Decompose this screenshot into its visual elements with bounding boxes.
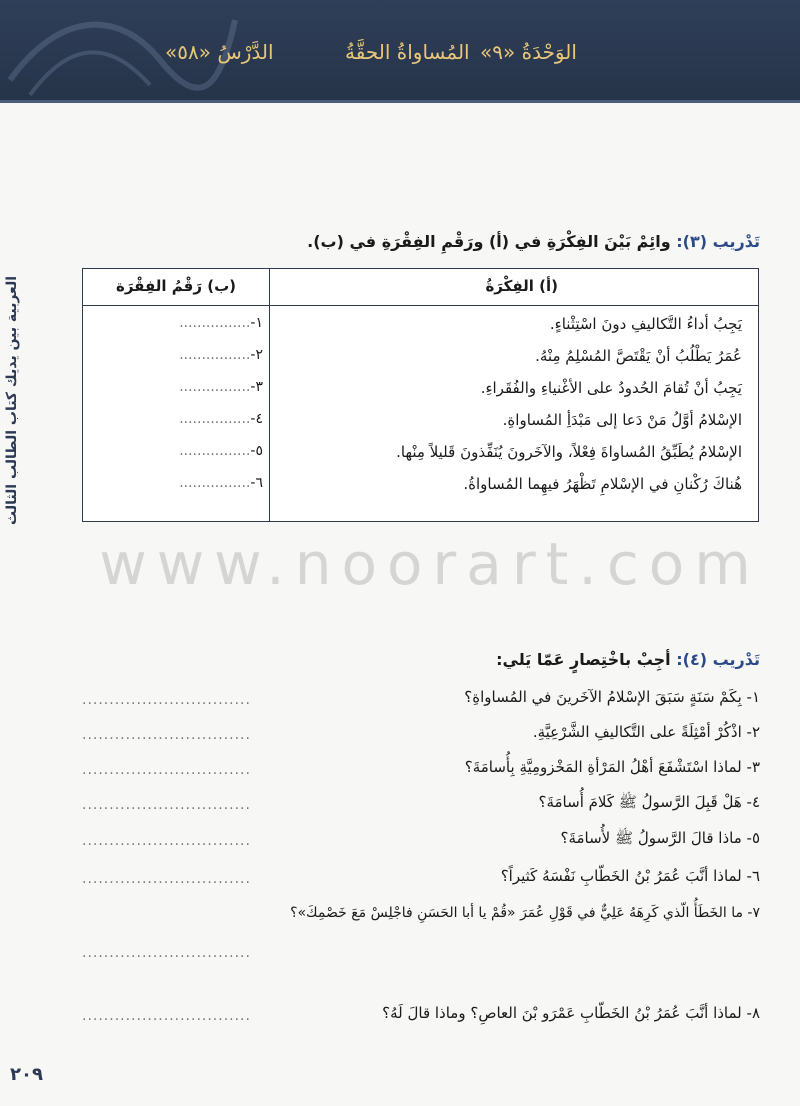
question-item: ١- بِكَمْ سَنَةٍ سَبَقَ الإسْلامُ الآخَرينَ في المُساواةِ؟ (464, 688, 760, 706)
paragraph-answer-field[interactable] (93, 315, 263, 331)
paragraph-answer-field[interactable] (93, 379, 263, 395)
idea-item: عُمَرُ يَطْلُبُ أنْ يَقْتَصَّ المُسْلِمُ مِنْهُ. (535, 347, 742, 365)
column-header-idea: (أ) الفِكْرَةُ (485, 277, 558, 295)
answer-dots: ................ (179, 315, 251, 331)
answer-dots: ................ (179, 347, 251, 363)
idea-item: الإسْلامُ أوَّلُ مَنْ دَعا إلى مَبْدَأِ المُساواةِ. (502, 411, 742, 429)
idea-item: هُناكَ رُكْنانِ في الإسْلامِ تَظْهَرُ فيهِما المُساواةُ. (463, 475, 742, 493)
column-divider (269, 269, 270, 521)
paragraph-answer-field[interactable] (93, 347, 263, 363)
paragraph-number: ٤- (250, 411, 263, 427)
question-item: ٨- لماذا أنَّبَ عُمَرُ بْنُ الخَطّابِ عَمْرَو بْنَ العاصِ؟ وماذا قالَ لَهُ؟ (382, 1004, 760, 1022)
question-item: ٧- ما الخَطَأُ الّذي كَرِهَهُ عَلِيٌّ في قَوْلِ عُمَرَ «قُمْ يا أبا الحَسَنِ فاجْلِسْ مَعَ خَصْمِكَ»؟ (290, 905, 760, 921)
exercise4-label: تَدْريب (٤): (676, 650, 760, 669)
exercise4-instruction: أجِبْ باخْتِصارٍ عَمّا يَلي: (496, 650, 671, 669)
question-item: ٣- لماذا اسْتَشْفَعَ أهْلُ المَرْأةِ المَخْزومِيَّةِ بِأُسامَةَ؟ (464, 758, 760, 776)
question-item: ٢- اذْكُرْ أمْثِلَةً على التَّكاليفِ الشَّرْعِيَّةِ. (532, 723, 760, 741)
answer-line[interactable]: ............................... (82, 762, 251, 778)
answer-dots: ................ (179, 411, 251, 427)
idea-item: يَجِبُ أنْ تُقامَ الحُدودُ على الأغْنياءِ والفُقَراءِ. (480, 379, 742, 397)
paragraph-number: ٦- (250, 475, 263, 491)
paragraph-answer-field[interactable] (93, 443, 263, 459)
watermark: www.noorart.com (99, 530, 761, 598)
exercise3-title (307, 232, 760, 251)
column-header-paragraph: (ب) رَقْمُ الفِقْرَة (116, 277, 236, 295)
paragraph-number: ٥- (250, 443, 263, 459)
exercise3-instruction: وائِمْ بَيْنَ الفِكْرَةِ في (أ) ورَقْمِ الفِقْرَةِ في (ب). (307, 232, 671, 251)
paragraph-answer-field[interactable] (93, 475, 263, 491)
lesson-number: الدَّرْسُ «٥٨» (165, 40, 274, 64)
answer-line[interactable]: ............................... (82, 833, 251, 849)
page-number: ٢٠٩ (10, 1064, 43, 1085)
paragraph-number: ١- (250, 315, 263, 331)
paragraph-number: ٢- (250, 347, 263, 363)
exercise4-title (496, 650, 760, 669)
idea-item: يَجِبُ أداءُ التَّكاليفِ دونَ اسْتِثْناءٍ. (549, 315, 742, 333)
question-item: ٦- لماذا أنَّبَ عُمَرُ بْنُ الخَطّابِ نَفْسَهُ كَثيراً؟ (500, 867, 760, 885)
matching-table (82, 268, 759, 522)
idea-item: الإسْلامُ يُطَبِّقُ المُساواةَ فِعْلاً، والآخَرونَ يُنَفِّذونَ قَليلاً مِنْها. (396, 443, 742, 461)
answer-line[interactable]: ............................... (82, 727, 251, 743)
answer-dots: ................ (179, 379, 251, 395)
answer-line[interactable]: ............................... (82, 945, 251, 961)
exercise3-label: تَدْريب (٣): (676, 232, 760, 251)
answer-line[interactable]: ............................... (82, 1008, 251, 1024)
paragraph-number: ٣- (250, 379, 263, 395)
paragraph-answer-field[interactable] (93, 411, 263, 427)
page-header (0, 0, 800, 103)
unit-label: الوَحْدَةُ «٩» (480, 40, 577, 64)
question-item: ٤- هَلْ قَبِلَ الرَّسولُ ﷺ كَلامَ أُسامَةَ؟ (538, 793, 760, 811)
book-title: العربية بين يديك كتاب الطالب الثالث (4, 275, 20, 525)
header-divider (83, 305, 758, 306)
answer-line[interactable]: ............................... (82, 797, 251, 813)
answer-line[interactable]: ............................... (82, 692, 251, 708)
answer-line[interactable]: ............................... (82, 871, 251, 887)
question-item: ٥- ماذا قالَ الرَّسولُ ﷺ لأُسامَةَ؟ (560, 829, 760, 847)
answer-dots: ................ (179, 475, 251, 491)
answer-dots: ................ (179, 443, 251, 459)
lesson-title: المُساواةُ الحقَّةُ (345, 40, 470, 64)
